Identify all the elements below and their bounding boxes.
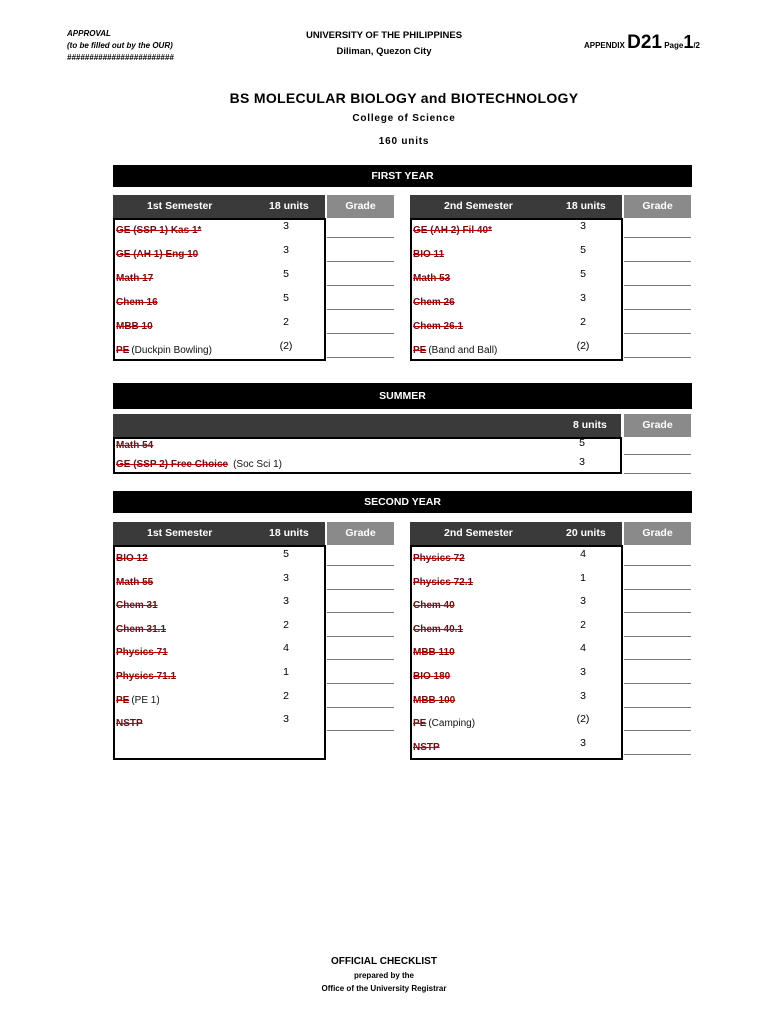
course-row (116, 223, 276, 239)
course-name: Chem 31.1 (116, 623, 167, 635)
appendix-word: APPENDIX (583, 41, 625, 50)
grade-entry-line[interactable] (327, 357, 394, 358)
grade-entry-line[interactable] (624, 237, 691, 238)
grade-entry-line[interactable] (327, 730, 394, 731)
course-name: Chem 16 (116, 297, 158, 308)
sy-sem1-grade-header: Grade (327, 522, 394, 545)
course-row (116, 693, 276, 709)
course-units: 3 (580, 689, 586, 702)
course-units: 2 (580, 618, 586, 631)
course-row (413, 716, 573, 732)
course-name: MBB 100 (413, 694, 456, 706)
grade-entry-line[interactable] (624, 730, 691, 731)
course-name: GE (SSP 2) Free Choice (116, 459, 229, 470)
course-row (116, 598, 276, 614)
course-units: 3 (283, 220, 289, 232)
course-name: BIO 180 (413, 671, 451, 682)
course-units: 5 (579, 437, 585, 449)
grade-entry-line[interactable] (327, 237, 394, 238)
course-row (413, 271, 573, 287)
approval-hash: ######################## (67, 53, 174, 62)
page-number: 1 (683, 32, 694, 52)
course-units: 3 (283, 713, 289, 726)
course-name: PE (413, 718, 427, 730)
course-units: 3 (580, 595, 586, 608)
course-units: 2 (283, 316, 289, 328)
page-word: Page (664, 41, 684, 50)
course-units: (2) (279, 340, 293, 352)
course-row (116, 575, 276, 591)
semester-units: 18 units (269, 527, 309, 539)
course-name: Physics 72 (413, 553, 465, 564)
course-units: 5 (283, 268, 289, 280)
first-year-bar: FIRST YEAR (113, 165, 692, 187)
course-name: Math 55 (116, 576, 154, 588)
course-note: (Duckpin Bowling) (131, 345, 212, 356)
course-row (413, 295, 573, 311)
course-row (116, 551, 276, 567)
course-row (116, 343, 276, 359)
grade-entry-line[interactable] (624, 589, 691, 590)
course-note: (PE 1) (131, 694, 160, 706)
course-name: Physics 71.1 (116, 671, 177, 682)
semester-label: 2nd Semester (444, 200, 513, 212)
course-units: 5 (580, 244, 586, 256)
course-units: 3 (580, 220, 586, 232)
appendix-code: D21 (627, 32, 662, 53)
course-row (413, 247, 573, 263)
summer-units: 8 units (573, 419, 607, 431)
course-row (413, 669, 573, 685)
course-name: Chem 31 (116, 600, 158, 612)
grade-entry-line[interactable] (624, 357, 691, 358)
sy-sem2-grade-header: Grade (624, 522, 691, 545)
course-row (116, 716, 276, 732)
semester-units: 18 units (566, 200, 606, 212)
course-units: 2 (283, 618, 289, 631)
course-row (413, 693, 573, 709)
grade-entry-line[interactable] (327, 659, 394, 660)
course-name: GE (AH 1) Eng 10 (116, 249, 199, 260)
grade-entry-line[interactable] (624, 683, 691, 684)
course-row (116, 319, 276, 335)
course-name: Chem 26 (413, 297, 455, 308)
fy-sem1-grade-header: Grade (327, 195, 394, 218)
course-name: Math 53 (413, 273, 451, 284)
course-name: BIO 12 (116, 553, 148, 564)
course-name: MBB 10 (116, 321, 153, 332)
grade-entry-line[interactable] (327, 333, 394, 334)
course-units: 3 (283, 595, 289, 608)
grade-entry-line[interactable] (327, 683, 394, 684)
grade-entry-line[interactable] (327, 565, 394, 566)
fy-sem1-header (113, 195, 325, 218)
grade-entry-line[interactable] (624, 309, 691, 310)
semester-units: 18 units (269, 200, 309, 212)
course-name: PE (413, 345, 427, 356)
course-row (116, 271, 276, 287)
course-row (116, 438, 536, 454)
grade-entry-line[interactable] (624, 285, 691, 286)
course-note: (Soc Sci 1) (233, 459, 282, 470)
fy-sem2-header (410, 195, 622, 218)
university-location: Diliman, Quezon City (336, 46, 432, 57)
course-units: 2 (283, 689, 289, 702)
course-name: PE (116, 345, 130, 356)
course-name: Physics 72.1 (413, 576, 474, 588)
grade-entry-line[interactable] (624, 473, 691, 474)
semester-label: 1st Semester (147, 200, 213, 212)
grade-entry-line[interactable] (624, 707, 691, 708)
course-units: 3 (283, 571, 289, 584)
course-units: 1 (283, 666, 289, 678)
approval-note: (to be filled out by the OUR) (67, 41, 173, 50)
summer-bar: SUMMER (113, 383, 692, 409)
course-row (413, 740, 573, 756)
course-units: 3 (580, 666, 586, 678)
grade-entry-line[interactable] (624, 454, 691, 455)
course-name: Chem 40 (413, 600, 455, 612)
course-row (413, 598, 573, 614)
grade-entry-line[interactable] (624, 754, 691, 755)
sy-sem1-header (113, 522, 325, 545)
course-row (413, 622, 573, 638)
footer-prepared: prepared by the (353, 971, 414, 980)
summer-header (113, 414, 621, 437)
grade-entry-line[interactable] (624, 565, 691, 566)
course-units: 4 (283, 642, 289, 655)
course-row (413, 223, 573, 239)
course-row (413, 319, 573, 335)
course-note: (Band and Ball) (428, 345, 498, 356)
college-name: College of Science (352, 113, 456, 124)
course-units: 3 (580, 292, 586, 304)
course-units: (2) (576, 713, 590, 726)
course-units: 5 (283, 548, 289, 560)
appendix-label (584, 32, 700, 54)
university-name: UNIVERSITY OF THE PHILIPPINES (305, 30, 463, 41)
course-name: NSTP (413, 741, 440, 753)
course-units: 3 (580, 736, 586, 749)
course-row (116, 645, 276, 661)
approval-title: APPROVAL (67, 29, 111, 38)
course-row (413, 551, 573, 567)
course-row (413, 343, 573, 359)
course-row (116, 622, 276, 638)
course-name: Chem 40.1 (413, 623, 464, 635)
grade-entry-line[interactable] (624, 333, 691, 334)
grade-entry-line[interactable] (327, 636, 394, 637)
course-name: PE (116, 694, 130, 706)
course-units: (2) (576, 340, 590, 352)
course-row (116, 457, 536, 473)
grade-entry-line[interactable] (624, 261, 691, 262)
course-name: GE (AH 2) Fil 40* (413, 225, 492, 236)
course-units: 5 (283, 292, 289, 304)
course-name: MBB 110 (413, 647, 455, 659)
grade-entry-line[interactable] (327, 309, 394, 310)
course-note: (Camping) (428, 718, 476, 730)
course-units: 2 (580, 316, 586, 328)
course-name: Chem 26.1 (413, 321, 464, 332)
footer-office: Office of the University Registrar (321, 984, 447, 993)
sy-sem2-header (410, 522, 622, 545)
course-row (116, 247, 276, 263)
grade-entry-line[interactable] (327, 261, 394, 262)
summer-grade-header: Grade (624, 414, 691, 437)
course-name: Physics 71 (116, 647, 168, 659)
grade-entry-line[interactable] (327, 612, 394, 613)
fy-sem2-grade-header: Grade (624, 195, 691, 218)
semester-label: 2nd Semester (444, 527, 513, 539)
course-name: BIO 11 (413, 249, 445, 260)
footer-title: OFFICIAL CHECKLIST (331, 956, 437, 967)
course-name: NSTP (116, 718, 143, 730)
course-units: 5 (580, 268, 586, 280)
course-row (116, 669, 276, 685)
course-units: 4 (580, 548, 586, 560)
course-units: 3 (283, 244, 289, 256)
course-name: Math 17 (116, 273, 154, 284)
grade-entry-line[interactable] (327, 285, 394, 286)
second-year-bar: SECOND YEAR (113, 491, 692, 513)
course-name: Math 54 (116, 440, 154, 451)
program-title: BS MOLECULAR BIOLOGY and BIOTECHNOLOGY (229, 90, 579, 106)
program-units: 160 units (378, 136, 430, 147)
page-total: /2 (693, 41, 700, 50)
course-row (116, 295, 276, 311)
course-units: 1 (580, 571, 586, 584)
grade-entry-line[interactable] (624, 659, 691, 660)
semester-units: 20 units (566, 527, 606, 539)
course-row (413, 645, 573, 661)
course-units: 4 (580, 642, 586, 655)
course-name: GE (SSP 1) Kas 1* (116, 225, 202, 236)
course-row (413, 575, 573, 591)
course-units: 3 (579, 456, 585, 468)
grade-entry-line[interactable] (327, 589, 394, 590)
grade-entry-line[interactable] (624, 612, 691, 613)
grade-entry-line[interactable] (624, 636, 691, 637)
grade-entry-line[interactable] (327, 707, 394, 708)
semester-label: 1st Semester (147, 527, 213, 539)
